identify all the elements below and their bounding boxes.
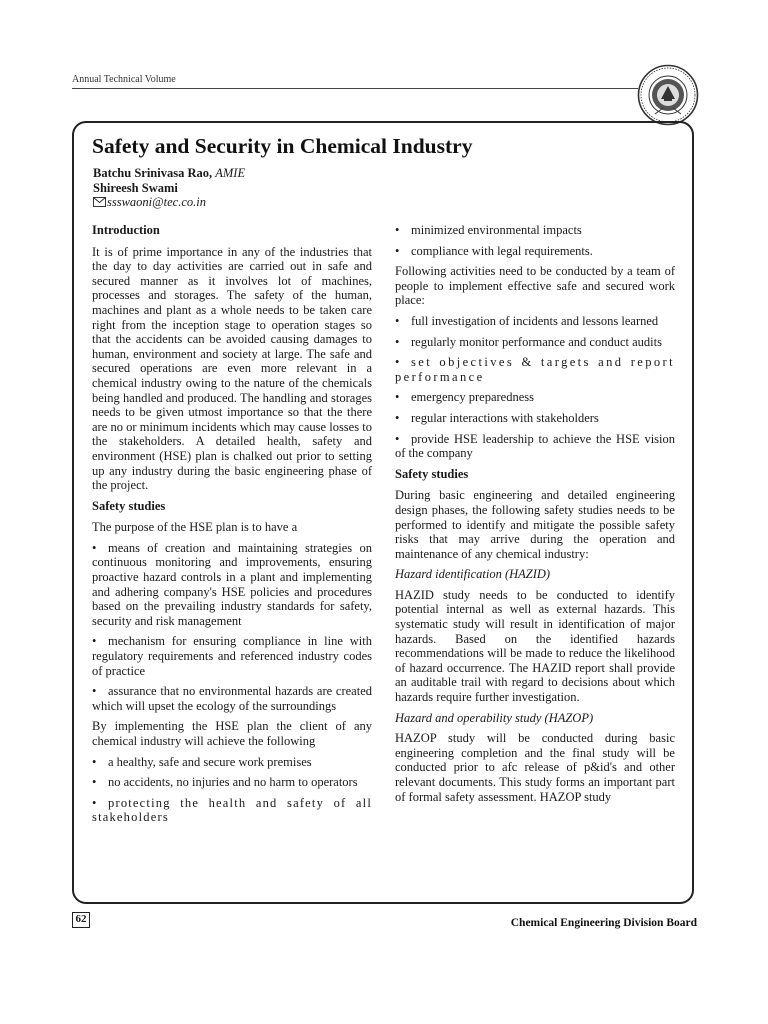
achieve-intro: By implementing the HSE plan the client of any chemical industry will achieve the following xyxy=(92,719,372,748)
running-head: Annual Technical Volume xyxy=(72,74,176,85)
left-column xyxy=(92,223,372,831)
purpose-list xyxy=(92,541,372,714)
list-item: • means of creation and maintaining strategies on continuous monitoring and improvements, ensuring proactive hazard controls in a plant and implementing and adhering company's HSE policies and procedures based on the prevailing industry standards for safety, security and risk management xyxy=(92,540,372,628)
purpose-intro: The purpose of the HSE plan is to have a xyxy=(92,520,298,535)
hazid-heading: Hazard identification (HAZID) xyxy=(395,567,551,582)
introduction-paragraph: It is of prime importance in any of the industries that the day to day activities are carried out in safe and secured manner as it involves lot of machines, processes and storages. The safety of the human, machines and plant as a whole needs to be taken care right from the inception stage to operation stages so that the accidents can be avoided causing damages to human, environment and society at large. The safe and secured operations are even more relevant in a chemical industry owing to the nature of the chemicals being handled and produced. The handling and storages needs to be given utmost importance so that the there are no or minimum incidents which may cause losses to the stakeholders. A detailed health, safety and environment (HSE) plan is chalked out prior to setting up any industry during the basic engineering phase of the project. xyxy=(92,244,372,493)
author-1 xyxy=(93,166,245,181)
introduction-heading: Introduction xyxy=(92,223,160,237)
safety-studies-heading-2: Safety studies xyxy=(395,466,469,481)
footer-board-name: Chemical Engineering Division Board xyxy=(510,917,697,929)
hazop-paragraph: HAZOP study will be conducted during basic engineering completion and the final study will be conducted prior to afc release of p&id's and other relevant documents. This study forms an important part of formal safety assessment. HAZOP study xyxy=(395,731,675,804)
author-2-name: Shireesh Swami xyxy=(93,180,178,195)
list-item: • compliance with legal requirements. xyxy=(395,243,593,258)
list-item: • set objectives & targets and report performance xyxy=(395,355,675,384)
article-title: Safety and Security in Chemical Industry xyxy=(92,134,473,158)
list-item: • regularly monitor performance and conduct audits xyxy=(395,334,662,349)
author-email-text[interactable]: ssswaoni@tec.co.in xyxy=(107,195,206,209)
achieve-list xyxy=(92,755,372,825)
list-item: • assurance that no environmental hazards are created which will upset the ecology of the surroundings xyxy=(92,684,372,713)
list-item: • full investigation of incidents and lessons learned xyxy=(395,313,659,328)
activities-intro: Following activities need to be conducted by a team of people to implement effective safe and secured work place: xyxy=(395,264,675,308)
author-1-credentials: AMIE xyxy=(215,166,246,180)
list-item: • minimized environmental impacts xyxy=(395,223,582,237)
goals-list xyxy=(395,223,675,258)
list-item: • a healthy, safe and secure work premises xyxy=(92,754,312,769)
list-item: • regular interactions with stakeholders xyxy=(395,410,599,425)
page-number: 62 xyxy=(72,912,90,928)
safety-studies-paragraph: During basic engineering and detailed engineering design phases, the following safety studies needs to be performed to identify and mitigate the possible safety risks that may arrive during the operation and maintenance of any chemical industry: xyxy=(395,488,675,561)
hazid-paragraph: HAZID study needs to be conducted to identify potential internal as well as external hazards. This systematic study will result in identification of major hazards. Based on the identified hazards recommendations will be made to reduce the likelihood of hazard occurrence. The HAZID report shall provide an auditable trail with regard to decisions about which hazards require further investigation. xyxy=(395,587,675,705)
list-item: • emergency preparedness xyxy=(395,390,534,405)
header-rule xyxy=(72,88,638,89)
author-block xyxy=(93,166,245,210)
envelope-icon xyxy=(93,197,106,207)
institution-seal-icon xyxy=(637,64,699,126)
list-item: • no accidents, no injuries and no harm to operators xyxy=(92,775,358,790)
author-email[interactable] xyxy=(93,195,245,210)
activities-list xyxy=(395,314,675,461)
list-item: • protecting the health and safety of all stakeholders xyxy=(92,795,372,825)
author-1-name: Batchu Srinivasa Rao, xyxy=(93,166,213,180)
hazop-heading: Hazard and operability study (HAZOP) xyxy=(395,710,594,725)
safety-studies-heading: Safety studies xyxy=(92,498,166,513)
list-item: • provide HSE leadership to achieve the HSE vision of the company xyxy=(395,431,675,461)
right-column xyxy=(395,223,675,810)
list-item: • mechanism for ensuring compliance in line with regulatory requirements and referenced industry codes of practice xyxy=(92,634,372,678)
